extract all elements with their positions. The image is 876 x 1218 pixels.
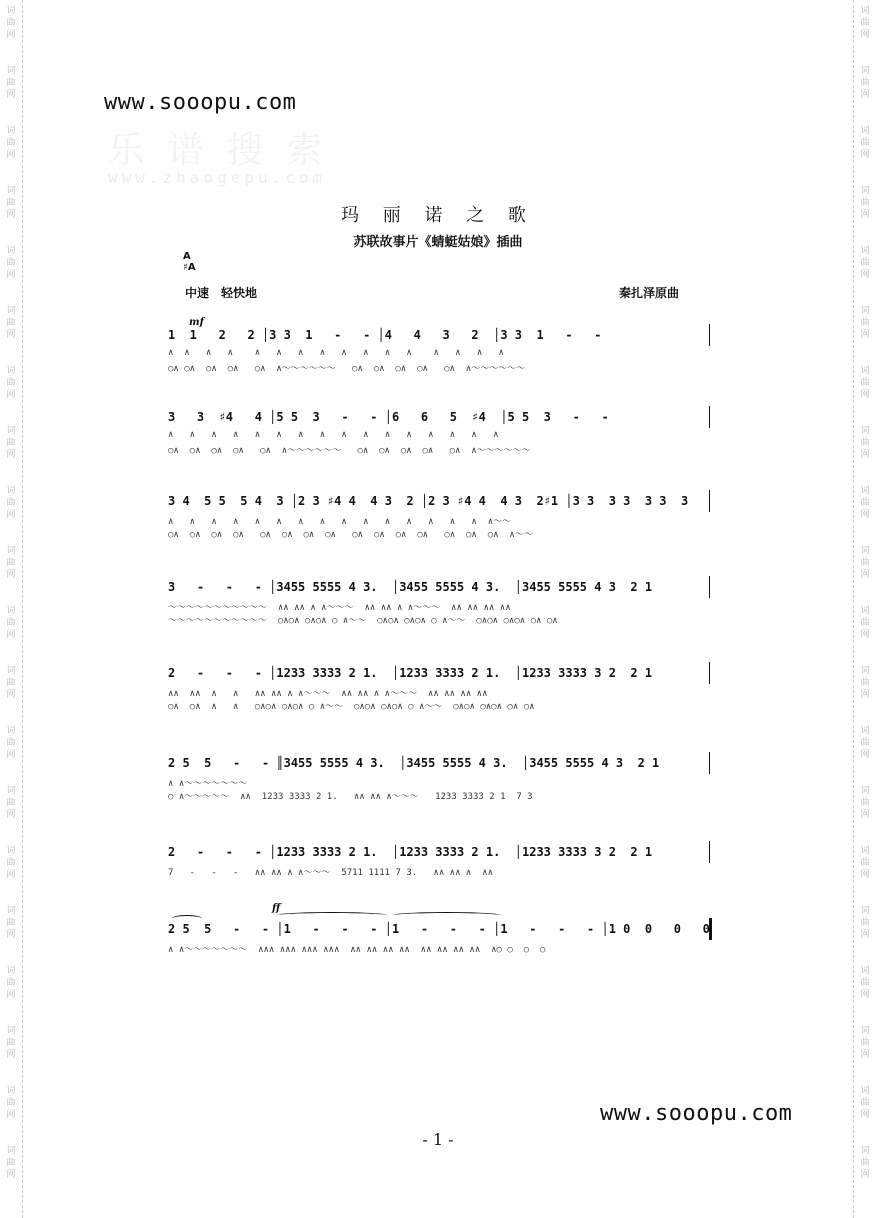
side-watermark-glyph: 网 <box>6 1110 16 1120</box>
side-watermark-glyph: 网 <box>6 810 16 820</box>
key-signature-top: A <box>183 251 191 262</box>
notation-row: 1 1 2 2 │3 3 1 - - │4 4 3 2 │3 3 1 - - <box>168 328 602 342</box>
side-watermark-glyph: 词 <box>860 726 870 736</box>
side-watermark-glyph: 曲 <box>6 1158 16 1168</box>
side-watermark-glyph: 词 <box>860 786 870 796</box>
side-watermark-glyph: 曲 <box>6 1098 16 1108</box>
side-watermark-glyph: 网 <box>6 1170 16 1180</box>
final-barline <box>709 918 712 940</box>
side-watermark-glyph: 词 <box>860 6 870 16</box>
side-watermark-glyph: 网 <box>860 450 870 460</box>
side-watermark-glyph: 词 <box>860 126 870 136</box>
side-watermark-glyph: 网 <box>6 150 16 160</box>
line-end-barline <box>709 752 710 774</box>
side-watermark-glyph: 网 <box>6 270 16 280</box>
side-watermark-glyph: 词 <box>6 306 16 316</box>
articulation-row-lower: ○∧ ○∧ ○∧ ○∧ ○∧ ∧～～～～～～ ○∧ ○∧ ○∧ ○∧ ○∧ ∧～～～～～～ <box>168 364 526 374</box>
side-watermark-glyph: 曲 <box>860 618 870 628</box>
side-watermark-glyph: 词 <box>6 426 16 436</box>
articulation-row: ∧ ∧ ∧ ∧ ∧ ∧ ∧ ∧ ∧ ∧ ∧ ∧ ∧ ∧ ∧ ∧ <box>168 348 504 358</box>
side-watermark-glyph: 词 <box>860 1086 870 1096</box>
side-watermark-glyph: 网 <box>6 210 16 220</box>
side-watermark-glyph: 曲 <box>860 318 870 328</box>
side-watermark-glyph: 网 <box>6 690 16 700</box>
line-end-barline <box>709 841 710 863</box>
side-watermark-glyph: 网 <box>6 1050 16 1060</box>
side-watermark-glyph: 词 <box>860 486 870 496</box>
line-end-barline <box>709 490 710 512</box>
side-watermark-glyph: 网 <box>860 330 870 340</box>
side-watermark-glyph: 曲 <box>860 438 870 448</box>
side-watermark-glyph: 曲 <box>860 138 870 148</box>
side-watermark-glyph: 曲 <box>860 258 870 268</box>
side-watermark-glyph: 曲 <box>860 558 870 568</box>
side-watermark-glyph: 曲 <box>6 498 16 508</box>
articulation-row: ∧ ∧ ∧ ∧ ∧ ∧ ∧ ∧ ∧ ∧ ∧ ∧ ∧ ∧ ∧ ∧～～ <box>168 517 512 527</box>
dynamic-mf: mf <box>189 317 204 328</box>
composer-credit: 秦扎泽原曲 <box>619 286 680 300</box>
side-watermark-glyph: 网 <box>6 90 16 100</box>
side-watermark-glyph: 词 <box>6 1026 16 1036</box>
side-watermark-glyph: 词 <box>6 846 16 856</box>
side-watermark-glyph: 曲 <box>6 198 16 208</box>
side-watermark-glyph: 词 <box>860 906 870 916</box>
side-watermark-glyph: 网 <box>860 870 870 880</box>
side-watermark-glyph: 网 <box>860 90 870 100</box>
side-watermark-glyph: 网 <box>860 570 870 580</box>
side-watermark-glyph: 曲 <box>6 558 16 568</box>
side-watermark-glyph: 词 <box>860 306 870 316</box>
side-watermark-glyph: 曲 <box>6 738 16 748</box>
notation-row: 2 - - - │1233 3333 2 1. │1233 3333 2 1. │1233 3333 3 2 2 1 <box>168 845 653 859</box>
side-watermark-glyph: 曲 <box>6 978 16 988</box>
articulation-row-lower: ○ ∧～～～～～ ∧∧ 1233 3333 2 1. ∧∧ ∧∧ ∧～～～ 1233 3333 2 1 7 3 <box>168 792 533 802</box>
side-watermark-glyph: 词 <box>6 906 16 916</box>
side-watermark-glyph: 网 <box>6 330 16 340</box>
notation-row: 2 5 5 - - ║3455 5555 4 3. │3455 5555 4 3. │3455 5555 4 3 2 1 <box>168 756 660 770</box>
side-watermark-glyph: 词 <box>6 1146 16 1156</box>
side-watermark-glyph: 词 <box>860 246 870 256</box>
side-watermark-glyph: 网 <box>6 390 16 400</box>
dynamic-ff: ff <box>272 903 281 914</box>
slur-mark <box>276 912 388 919</box>
side-watermark-glyph: 曲 <box>860 798 870 808</box>
left-margin-strip <box>0 0 23 1218</box>
page-number: - 1 - <box>422 1130 454 1149</box>
side-watermark-glyph: 网 <box>860 510 870 520</box>
side-watermark-glyph: 词 <box>6 546 16 556</box>
side-watermark-glyph: 词 <box>6 606 16 616</box>
side-watermark-glyph: 曲 <box>6 138 16 148</box>
watermark-ghost-logo: 乐 谱 搜 索 <box>108 130 329 171</box>
side-watermark-glyph: 网 <box>860 30 870 40</box>
line-end-barline <box>709 662 710 684</box>
side-watermark-glyph: 曲 <box>6 798 16 808</box>
side-watermark-glyph: 曲 <box>6 618 16 628</box>
side-watermark-glyph: 曲 <box>860 678 870 688</box>
side-watermark-glyph: 网 <box>860 150 870 160</box>
line-end-barline <box>709 324 710 346</box>
notation-row: 2 5 5 - - │1 - - - │1 - - - │1 - - - │1 0 0 0 0 <box>168 922 710 936</box>
side-watermark-glyph: 网 <box>860 1170 870 1180</box>
side-watermark-glyph: 曲 <box>860 738 870 748</box>
tempo-marking: 中速 轻快地 <box>185 286 258 300</box>
side-watermark-glyph: 词 <box>6 186 16 196</box>
articulation-row-lower: ○∧ ○∧ ○∧ ○∧ ○∧ ∧～～～～～～ ○∧ ○∧ ○∧ ○∧ ○∧ ∧～～～～～～ <box>168 446 531 456</box>
song-title: 玛 丽 诺 之 歌 <box>341 205 535 226</box>
side-watermark-glyph: 曲 <box>860 198 870 208</box>
song-subtitle: 苏联故事片《蜻蜓姑娘》插曲 <box>353 235 523 250</box>
articulation-row: ∧ ∧～～～～～～～ <box>168 779 248 789</box>
side-watermark-glyph: 词 <box>6 486 16 496</box>
key-signature <box>183 251 196 273</box>
side-watermark-glyph: 曲 <box>6 378 16 388</box>
side-watermark-glyph: 词 <box>860 846 870 856</box>
side-watermark-glyph: 词 <box>860 426 870 436</box>
notation-row: 2 - - - │1233 3333 2 1. │1233 3333 2 1. │1233 3333 3 2 2 1 <box>168 666 653 680</box>
side-watermark-glyph: 网 <box>6 750 16 760</box>
line-end-barline <box>709 576 710 598</box>
side-watermark-glyph: 曲 <box>6 318 16 328</box>
side-watermark-glyph: 曲 <box>860 18 870 28</box>
articulation-row: ～～～～～～～～～～～ ∧∧ ∧∧ ∧ ∧～～～ ∧∧ ∧∧ ∧ ∧～～～ ∧∧ ∧∧ ∧∧ ∧∧ <box>168 603 511 613</box>
side-watermark-glyph: 词 <box>860 366 870 376</box>
side-watermark-glyph: 曲 <box>6 78 16 88</box>
side-watermark-glyph: 网 <box>6 30 16 40</box>
side-watermark-glyph: 词 <box>860 186 870 196</box>
side-watermark-glyph: 词 <box>860 666 870 676</box>
side-watermark-glyph: 词 <box>860 66 870 76</box>
side-watermark-glyph: 曲 <box>860 78 870 88</box>
side-watermark-glyph: 曲 <box>6 858 16 868</box>
side-watermark-glyph: 词 <box>6 786 16 796</box>
side-watermark-glyph: 词 <box>6 366 16 376</box>
side-watermark-glyph: 词 <box>860 1146 870 1156</box>
side-watermark-glyph: 曲 <box>860 918 870 928</box>
articulation-row: 7 - - - ∧∧ ∧∧ ∧ ∧～～～ 5711 1111 7 3. ∧∧ ∧∧ ∧ ∧∧ <box>168 868 494 878</box>
slur-mark <box>172 915 202 922</box>
side-watermark-glyph: 曲 <box>860 978 870 988</box>
side-watermark-glyph: 曲 <box>6 258 16 268</box>
slur-mark <box>392 912 502 919</box>
side-watermark-glyph: 网 <box>6 570 16 580</box>
side-watermark-glyph: 词 <box>6 1086 16 1096</box>
side-watermark-glyph: 网 <box>860 750 870 760</box>
side-watermark-glyph: 曲 <box>6 18 16 28</box>
articulation-row-lower: ～～～～～～～～～～～ ○∧○∧ ○∧○∧ ○ ∧～～ ○∧○∧ ○∧○∧ ○ ∧～～ ○∧○∧ ○∧○∧ ○∧ ○∧ <box>168 616 558 626</box>
side-watermark-glyph: 曲 <box>860 378 870 388</box>
line-end-barline <box>709 406 710 428</box>
side-watermark-glyph: 网 <box>6 510 16 520</box>
watermark-url-bottom: www.sooopu.com <box>600 1101 793 1126</box>
side-watermark-glyph: 曲 <box>860 1098 870 1108</box>
right-margin-strip <box>853 0 876 1218</box>
side-watermark-glyph: 词 <box>6 966 16 976</box>
side-watermark-glyph: 网 <box>860 690 870 700</box>
side-watermark-glyph: 词 <box>6 126 16 136</box>
side-watermark-glyph: 词 <box>860 966 870 976</box>
side-watermark-glyph: 网 <box>6 450 16 460</box>
notation-row: 3 4 5 5 5 4 3 │2 3 ♯4 4 4 3 2 │2 3 ♯4 4 4 3 2♯1 │3 3 3 3 3 3 3 <box>168 494 689 508</box>
side-watermark-glyph: 网 <box>860 1050 870 1060</box>
side-watermark-glyph: 网 <box>860 390 870 400</box>
side-watermark-glyph: 曲 <box>6 438 16 448</box>
side-watermark-glyph: 网 <box>860 1110 870 1120</box>
side-watermark-glyph: 网 <box>860 270 870 280</box>
side-watermark-glyph: 曲 <box>6 678 16 688</box>
side-watermark-glyph: 网 <box>860 990 870 1000</box>
side-watermark-glyph: 网 <box>860 930 870 940</box>
side-watermark-glyph: 词 <box>6 246 16 256</box>
side-watermark-glyph: 词 <box>860 1026 870 1036</box>
side-watermark-glyph: 词 <box>860 546 870 556</box>
side-watermark-glyph: 曲 <box>860 1158 870 1168</box>
watermark-ghost-url: www.zhaogepu.com <box>108 168 327 187</box>
key-signature-bottom: ♯A <box>183 262 196 273</box>
side-watermark-glyph: 曲 <box>860 498 870 508</box>
side-watermark-glyph: 曲 <box>860 858 870 868</box>
side-watermark-glyph: 网 <box>6 870 16 880</box>
articulation-row-lower: ○∧ ○∧ ∧ ∧ ○∧○∧ ○∧○∧ ○ ∧～～ ○∧○∧ ○∧○∧ ○ ∧～～ ○∧○∧ ○∧○∧ ○∧ ○∧ <box>168 702 535 712</box>
side-watermark-glyph: 词 <box>6 666 16 676</box>
side-watermark-glyph: 网 <box>860 210 870 220</box>
side-watermark-glyph: 网 <box>6 630 16 640</box>
side-watermark-glyph: 曲 <box>6 1038 16 1048</box>
side-watermark-glyph: 曲 <box>860 1038 870 1048</box>
notation-row: 3 3 ♯4 4 │5 5 3 - - │6 6 5 ♯4 │5 5 3 - - <box>168 410 609 424</box>
side-watermark-glyph: 网 <box>860 630 870 640</box>
articulation-row: ∧∧ ∧∧ ∧ ∧ ∧∧ ∧∧ ∧ ∧～～～ ∧∧ ∧∧ ∧ ∧～～～ ∧∧ ∧∧ ∧∧ ∧∧ <box>168 689 488 699</box>
side-watermark-glyph: 词 <box>860 606 870 616</box>
articulation-row: ∧ ∧～～～～～～～ ∧∧∧ ∧∧∧ ∧∧∧ ∧∧∧ ∧∧ ∧∧ ∧∧ ∧∧ ∧∧ ∧∧ ∧∧ ∧∧ ∧○ ○ ○ ○ <box>168 945 546 955</box>
side-watermark-glyph: 词 <box>6 726 16 736</box>
side-watermark-glyph: 网 <box>860 810 870 820</box>
watermark-url-top: www.sooopu.com <box>104 90 297 115</box>
articulation-row: ∧ ∧ ∧ ∧ ∧ ∧ ∧ ∧ ∧ ∧ ∧ ∧ ∧ ∧ ∧ ∧ <box>168 430 499 440</box>
side-watermark-glyph: 网 <box>6 990 16 1000</box>
side-watermark-glyph: 词 <box>6 66 16 76</box>
side-watermark-glyph: 曲 <box>6 918 16 928</box>
notation-row: 3 - - - │3455 5555 4 3. │3455 5555 4 3. │3455 5555 4 3 2 1 <box>168 580 653 594</box>
side-watermark-glyph: 词 <box>6 6 16 16</box>
side-watermark-glyph: 网 <box>6 930 16 940</box>
articulation-row-lower: ○∧ ○∧ ○∧ ○∧ ○∧ ○∧ ○∧ ○∧ ○∧ ○∧ ○∧ ○∧ ○∧ ○∧ ○∧ ∧～～ <box>168 530 533 540</box>
